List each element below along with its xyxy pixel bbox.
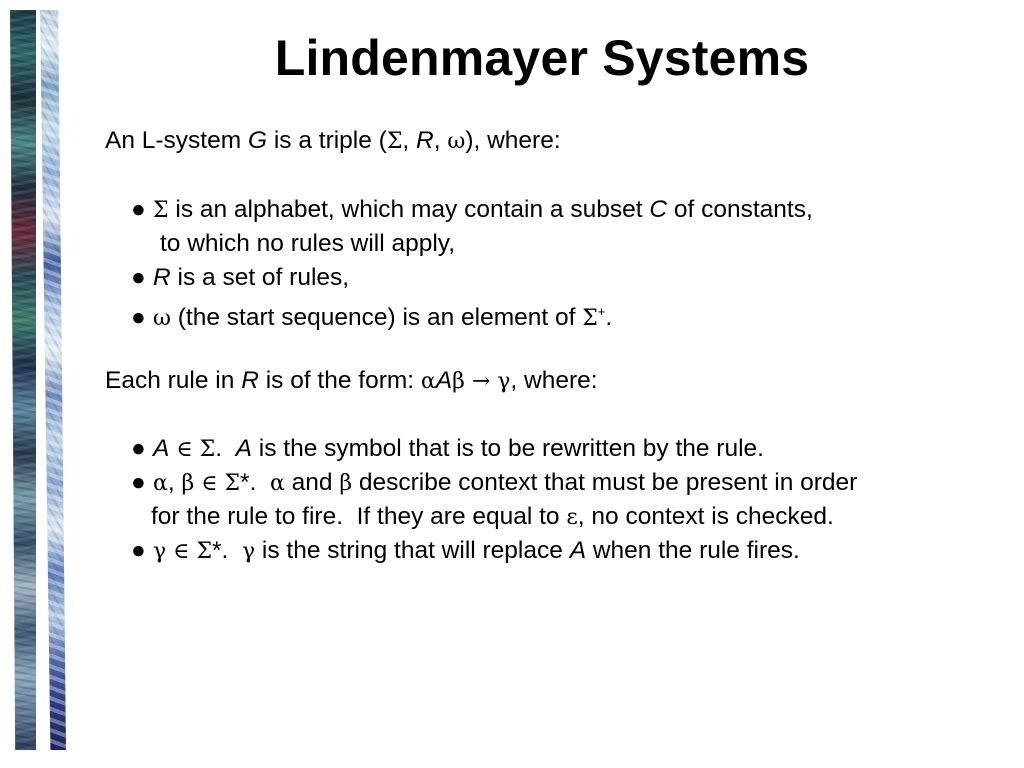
symbol-R: R — [153, 264, 171, 291]
intro-text-2: is a triple ( — [267, 127, 387, 154]
bullet-text: *. — [212, 537, 242, 564]
rule-text: , where: — [510, 367, 598, 394]
bullet-alphabet — [131, 195, 813, 226]
symbol-A: A — [235, 435, 252, 462]
symbol-A: A — [153, 435, 170, 462]
superscript-plus: + — [597, 304, 606, 319]
symbol-sigma: Σ — [386, 129, 403, 154]
symbol-G: G — [247, 127, 268, 154]
arrow-icon: → — [464, 369, 498, 394]
bullet-icon: ● — [131, 264, 146, 291]
bullet-text: and — [284, 469, 340, 496]
bullet-text: *. — [240, 469, 271, 496]
bullet-text: . — [605, 304, 613, 331]
bullet-text: (the start sequence) is an element of — [170, 304, 583, 331]
bullet-icon: ● — [131, 435, 146, 462]
bullet-text: . — [215, 435, 236, 462]
bullet-rules — [131, 263, 349, 293]
bullet-context-continued — [151, 502, 834, 533]
symbol-beta: β — [181, 471, 195, 496]
bullet-alphabet-continued: to which no rules will apply, — [160, 230, 456, 257]
symbol-gamma: γ — [241, 539, 256, 564]
symbol-sigma: Σ — [196, 539, 212, 564]
bullet-text: describe context that must be present in order — [352, 469, 858, 496]
intro-comma-2: , — [433, 127, 448, 154]
element-of-icon: ∈ — [194, 471, 225, 496]
bullet-icon: ● — [131, 469, 146, 496]
bullet-icon: ● — [131, 304, 146, 331]
element-of-icon: ∈ — [169, 437, 200, 462]
symbol-alpha: α — [153, 471, 168, 496]
symbol-alpha: α — [420, 369, 436, 394]
symbol-sigma: Σ — [582, 306, 598, 331]
rule-text: is of the form: — [258, 367, 421, 394]
bullet-icon: ● — [131, 196, 146, 223]
symbol-gamma: γ — [497, 369, 511, 394]
rule-form-line — [105, 366, 598, 397]
intro-comma-1: , — [402, 127, 417, 154]
intro-text-1: An L-system — [105, 127, 248, 154]
bullet-text: is the symbol that is to be rewritten by the rule. — [251, 435, 764, 462]
symbol-A: A — [435, 367, 453, 394]
rule-text: Each rule in — [105, 367, 242, 394]
bullet-start-sequence — [131, 297, 612, 334]
bullet-text: of constants, — [667, 196, 813, 223]
symbol-sigma: Σ — [224, 471, 241, 496]
symbol-C: C — [649, 196, 668, 223]
bullet-text: is an alphabet, which may contain a subset — [168, 196, 650, 223]
bullet-text: is the string that will replace — [255, 537, 570, 564]
bullet-text: for the rule to fire. If they are equal to — [151, 503, 567, 530]
bullet-gamma — [131, 536, 800, 567]
symbol-R: R — [416, 127, 434, 154]
intro-line — [105, 126, 561, 157]
slide-title: Lindenmayer Systems — [274, 30, 810, 86]
decorative-art-strip-right — [40, 10, 66, 750]
decorative-art-strip-left — [10, 10, 36, 750]
element-of-icon: ∈ — [166, 539, 197, 564]
symbol-sigma: Σ — [153, 198, 169, 223]
bullet-text: , no context is checked. — [577, 503, 834, 530]
bullet-icon: ● — [131, 537, 146, 564]
symbol-omega: ω — [447, 129, 466, 154]
symbol-A: A — [569, 537, 587, 564]
bullet-text: is a set of rules, — [170, 264, 350, 291]
symbol-epsilon: ε — [566, 505, 578, 530]
bullet-text: when the rule fires. — [586, 537, 800, 564]
bullet-context — [131, 468, 857, 499]
symbol-gamma: γ — [153, 539, 167, 564]
symbol-omega: ω — [153, 306, 171, 331]
intro-text-3: ), where: — [465, 127, 561, 154]
bullet-A-in-sigma — [131, 434, 764, 465]
symbol-beta: β — [452, 369, 465, 394]
bullet-text: , — [167, 469, 182, 496]
symbol-beta: β — [339, 471, 353, 496]
symbol-alpha: α — [270, 471, 285, 496]
symbol-sigma: Σ — [199, 437, 216, 462]
symbol-R: R — [241, 367, 259, 394]
